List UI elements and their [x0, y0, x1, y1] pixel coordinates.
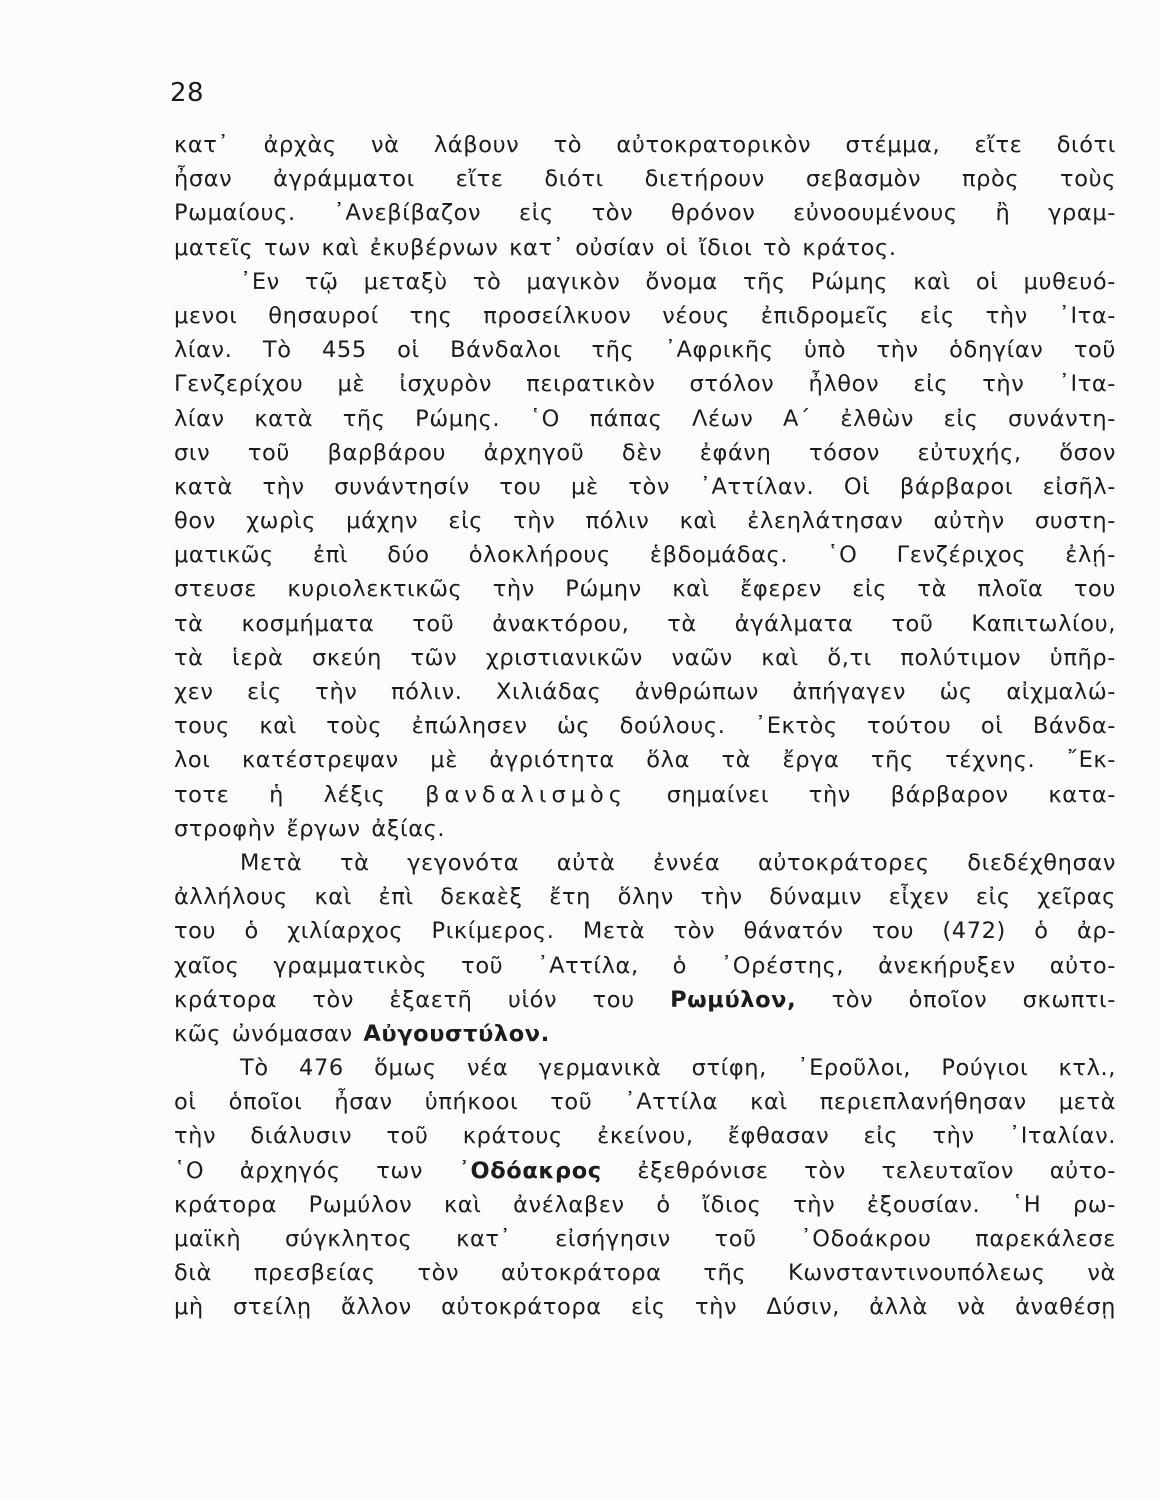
- bold-name-augustulus: Αὐγουστύλον.: [363, 1020, 550, 1047]
- text-line: διὰ πρεσβείας τὸν αὐτοκράτορα τῆς Κωνσταντινουπόλεως νὰ: [174, 1260, 1116, 1287]
- text-line-vandalism: [174, 778, 1116, 812]
- paragraph-start-line: Μετὰ τὰ γεγονότα αὐτὰ ἐννέα αὐτοκράτορες διεδέχθησαν: [240, 849, 1116, 876]
- text-line: λίαν. Τὸ 455 οἱ Βάνδαλοι τῆς ᾿Αφρικῆς ὑπὸ τὴν ὁδηγίαν τοῦ: [174, 337, 1116, 364]
- text-segment: τὸν ὁποῖον σκωπτι-: [831, 986, 1116, 1013]
- text-line: στροφὴν ἔργων ἀξίας.: [174, 815, 446, 842]
- bold-name-odoacer: ᾿Οδόακρος: [458, 1157, 602, 1184]
- text-line: μενοι θησαυροί της προσείλκυον νέους ἐπιδρομεῖς εἰς τὴν ᾿Ιτα-: [174, 302, 1116, 329]
- text-line: οἱ ὁποῖοι ἦσαν ὑπήκοοι τοῦ ᾿Αττίλα καὶ περιεπλανήθησαν μετὰ: [174, 1089, 1116, 1116]
- text-line: στευσε κυριολεκτικῶς τὴν Ρώμην καὶ ἔφερεν εἰς τὰ πλοῖα του: [174, 576, 1116, 603]
- text-segment: κράτορα τὸν ἑξαετῆ υἱόν του: [174, 986, 635, 1013]
- text-line: κατὰ τὴν συνάντησίν του μὲ τὸν ᾿Αττίλαν. Οἱ βάρβαροι εἰσῆλ-: [174, 473, 1116, 500]
- text-segment: ἐξεθρόνισε τὸν τελευταῖον αὐτο-: [637, 1157, 1116, 1184]
- text-line: τὰ ἱερὰ σκεύη τῶν χριστιανικῶν ναῶν καὶ ὅ,τι πολύτιμον ὑπῆρ-: [174, 644, 1116, 671]
- text-line: χεν εἰς τὴν πόλιν. Χιλιάδας ἀνθρώπων ἀπήγαγεν ὡς αἰχμαλώ-: [174, 679, 1116, 705]
- text-line: ἀλλήλους καὶ ἐπὶ δεκαὲξ ἔτη ὅλην τὴν δύναμιν εἶχεν εἰς χεῖρας: [174, 884, 1116, 911]
- text-line: ἦσαν ἀγράμματοι εἴτε διότι διετήρουν σεβασμὸν πρὸς τοὺς: [174, 166, 1116, 193]
- paragraph-start-line: Τὸ 476 ὅμως νέα γερμανικὰ στίφη, ᾿Εροῦλοι, Ρούγιοι κτλ.,: [240, 1055, 1116, 1082]
- text-line: ματικῶς ἐπὶ δύο ὁλοκλήρους ἑβδομάδας. ῾Ο Γενζέριχος ἐλῄ-: [174, 542, 1116, 569]
- text-line: μαϊκὴ σύγκλητος κατ᾿ εἰσήγησιν τοῦ ᾿Οδοάκρου παρεκάλεσε: [174, 1226, 1116, 1252]
- text-line-odoacer: [174, 1154, 1116, 1188]
- text-line: τους καὶ τοὺς ἐπώλησεν ὡς δούλους. ᾿Εκτὸς τούτου οἱ Βάνδα-: [174, 713, 1116, 740]
- text-line: σιν τοῦ βαρβάρου ἀρχηγοῦ δὲν ἐφάνη τόσον εὐτυχής, ὅσον: [174, 439, 1116, 466]
- text-line: μὴ στείλῃ ἄλλον αὐτοκράτορα εἰς τὴν Δύσιν, ἀλλὰ νὰ ἀναθέσῃ: [174, 1294, 1116, 1321]
- text-line: Γενζερίχου μὲ ἰσχυρὸν πειρατικὸν στόλον ἦλθον εἰς τὴν ᾿Ιτα-: [174, 371, 1116, 398]
- text-line: χαῖος γραμματικὸς τοῦ ᾿Αττίλα, ὁ ᾿Ορέστης, ἀνεκήρυξεν αὐτο-: [174, 952, 1116, 979]
- text-segment: κῶς ὠνόμασαν: [174, 1020, 353, 1047]
- paragraph-start-line: ᾿Εν τῷ μεταξὺ τὸ μαγικὸν ὄνομα τῆς Ρώμης καὶ οἱ μυθευό-: [240, 268, 1116, 295]
- text-line: λίαν κατὰ τῆς Ρώμης. ῾Ο πάπας Λέων Α΄ ἐλθὼν εἰς συνάντη-: [174, 405, 1116, 432]
- text-line: ματεῖς των καὶ ἐκυβέρνων κατ᾿ οὐσίαν οἱ ἴδιοι τὸ κράτος.: [174, 234, 897, 261]
- body-text: [174, 128, 1116, 1325]
- text-line: Ρωμαίους. ᾿Ανεβίβαζον εἰς τὸν θρόνον εὐνοουμένους ἢ γραμ-: [174, 200, 1116, 227]
- spaced-term-vandalism: βανδαλισμὸς: [425, 781, 628, 808]
- text-segment: σημαίνει τὴν βάρβαρον κατα-: [666, 781, 1116, 808]
- text-line-augustulus: [174, 1017, 1116, 1051]
- text-line: θον χωρὶς μάχην εἰς τὴν πόλιν καὶ ἐλεηλάτησαν αὐτὴν συστη-: [174, 508, 1116, 535]
- bold-name-romulus: Ρωμύλον,: [670, 986, 797, 1013]
- text-segment: ῾Ο ἀρχηγός των: [174, 1157, 424, 1184]
- text-line-romulus: [174, 983, 1116, 1017]
- text-line: λοι κατέστρεψαν μὲ ἀγριότητα ὅλα τὰ ἔργα τῆς τέχνης. ῎Εκ-: [174, 747, 1116, 774]
- text-line: κατ᾿ ἀρχὰς νὰ λάβουν τὸ αὐτοκρατορικὸν στέμμα, εἴτε διότι: [174, 132, 1116, 158]
- page-number: 28: [170, 78, 205, 108]
- text-line: τὰ κοσμήματα τοῦ ἀνακτόρου, τὰ ἀγάλματα τοῦ Καπιτωλίου,: [174, 610, 1116, 637]
- text-line: τὴν διάλυσιν τοῦ κράτους ἐκείνου, ἔφθασαν εἰς τὴν ᾿Ιταλίαν.: [174, 1123, 1116, 1150]
- text-segment: τοτε ἡ λέξις: [174, 781, 386, 808]
- text-line: κράτορα Ρωμύλον καὶ ἀνέλαβεν ὁ ἴδιος τὴν ἐξουσίαν. ῾Η ρω-: [174, 1191, 1116, 1218]
- text-line: του ὁ χιλίαρχος Ρικίμερος. Μετὰ τὸν θάνατόν του (472) ὁ ἀρ-: [174, 918, 1116, 945]
